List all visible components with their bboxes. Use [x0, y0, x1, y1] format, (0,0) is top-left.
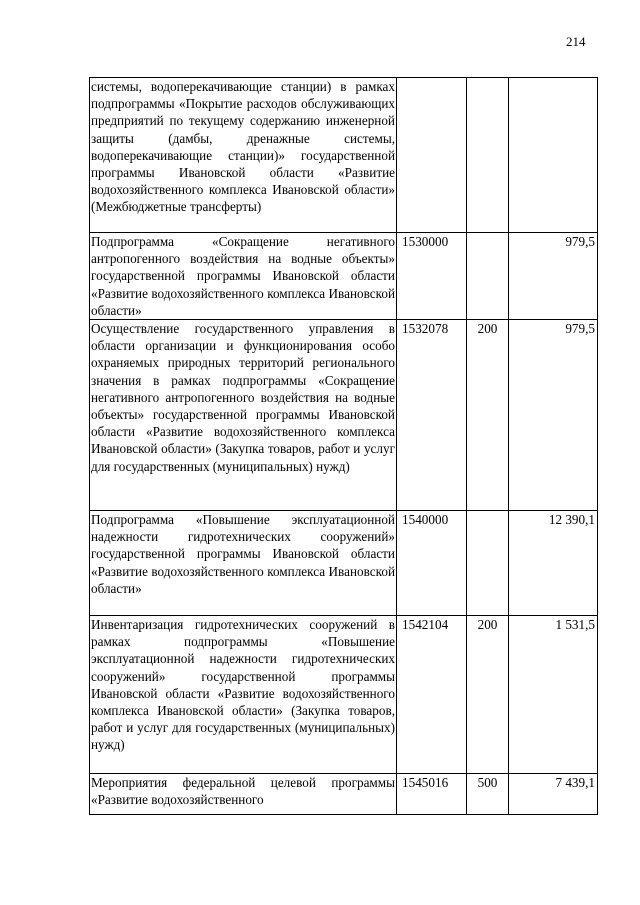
row-amount: 979,5 — [509, 320, 598, 511]
row-name: Подпрограмма «Сокращение негативного антропогенного воздействия на водные объекты» государственной программы Ивановской области «Развитие водохозяйственного комплекса Ивановской области» — [91, 234, 395, 318]
row-amount: 979,5 — [509, 233, 598, 320]
row-name: системы, водоперекачивающие станции) в рамках подпрограммы «Покрытие расходов обслуживающих предприятий по текущему содержанию инженерной защиты (дамбы, дренажные системы, водоперекачивающие станции)» государственной программы Ивановской области «Развитие водохозяйственного комплекса Ивановской области» (Межбюджетные трансферты) — [90, 78, 397, 233]
row-amount — [509, 78, 598, 233]
row-name: Инвентаризация гидротехнических сооружений в рамках подпрограммы «Повышение эксплуатационной надежности гидротехнических сооружений» государственной программы Ивановской области «Развитие водохозяйственного комплекса Ивановской области» (Закупка товаров, работ и услуг для государственных (муниципальных) нужд) — [90, 616, 397, 774]
table-row — [90, 320, 598, 511]
table-row — [90, 511, 598, 616]
row-code: 1542104 — [397, 616, 467, 774]
row-expense-type — [467, 78, 509, 233]
row-name: Осуществление государственного управления в области организации и функционирования особо охраняемых природных территорий регионального значения в рамках подпрограммы «Сокращение негативного антропогенного воздействия на водные объекты» государственной программы Ивановской области «Развитие водохозяйственного комплекса Ивановской области» (Закупка товаров, работ и услуг для государственных (муниципальных) нужд) — [90, 320, 397, 511]
row-code: 1540000 — [397, 511, 467, 616]
row-code: 1545016 — [397, 774, 467, 815]
table-row — [90, 233, 598, 320]
row-code: 1530000 — [397, 233, 467, 320]
row-expense-type: 200 — [467, 616, 509, 774]
row-amount: 1 531,5 — [509, 616, 598, 774]
row-expense-type — [467, 233, 509, 320]
row-name: Мероприятия федеральной целевой программы «Развитие водохозяйственного — [90, 774, 397, 815]
table-row — [90, 774, 598, 815]
row-name: Подпрограмма «Повышение эксплуатационной надежности гидротехнических сооружений» государственной программы Ивановской области «Развитие водохозяйственного комплекса Ивановской области» — [90, 511, 397, 616]
row-expense-type: 200 — [467, 320, 509, 511]
row-expense-type: 500 — [467, 774, 509, 815]
table-row — [90, 78, 598, 233]
row-amount: 12 390,1 — [509, 511, 598, 616]
row-expense-type — [467, 511, 509, 616]
row-code — [397, 78, 467, 233]
row-amount: 7 439,1 — [509, 774, 598, 815]
table-row — [90, 616, 598, 774]
row-code: 1532078 — [397, 320, 467, 511]
page-number: 214 — [566, 34, 586, 49]
budget-table — [89, 77, 598, 815]
